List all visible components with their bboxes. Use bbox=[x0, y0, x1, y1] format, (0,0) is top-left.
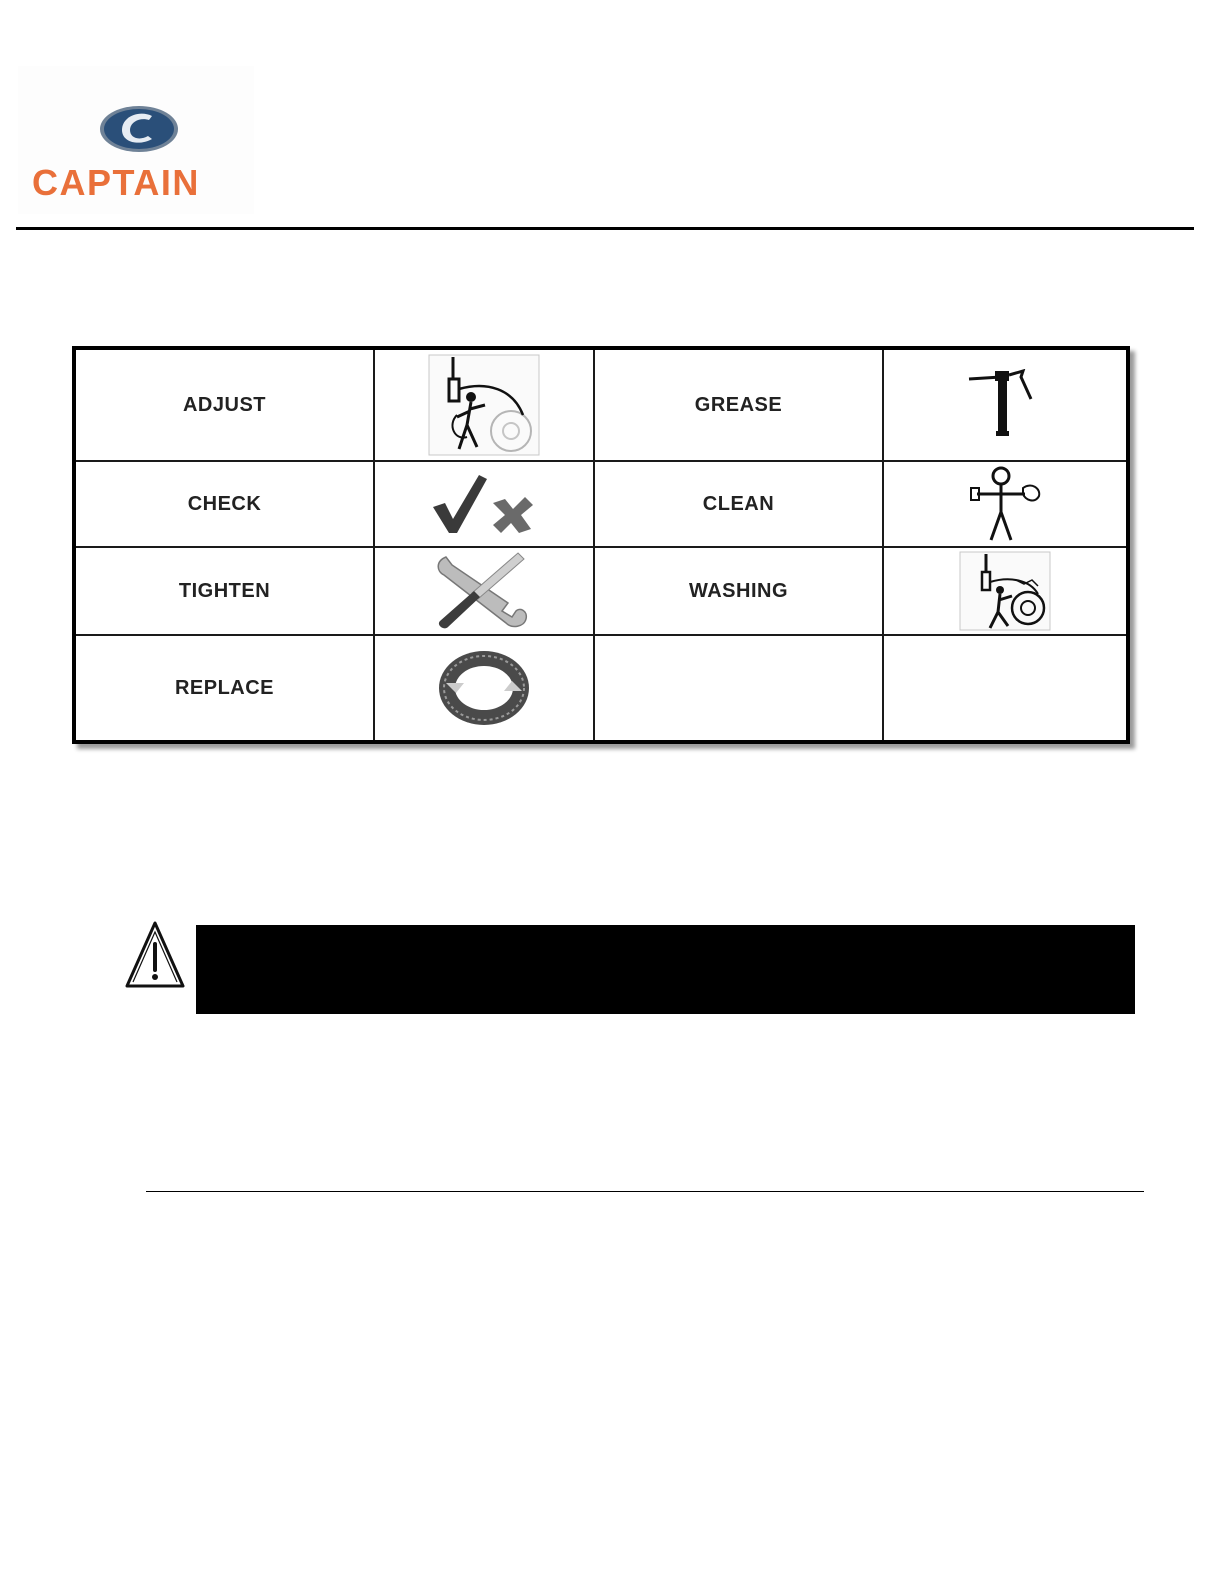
washing-icon bbox=[958, 550, 1052, 632]
clean-icon bbox=[963, 464, 1047, 544]
warning-banner bbox=[196, 925, 1135, 1014]
legend-row bbox=[76, 350, 1126, 461]
replace-icon bbox=[434, 647, 534, 729]
label-check: CHECK bbox=[187, 492, 262, 515]
maintenance-legend bbox=[72, 346, 1130, 744]
legend-icon-cell bbox=[883, 461, 1126, 547]
adjust-icon bbox=[427, 353, 541, 457]
legend-icon-cell bbox=[374, 635, 594, 740]
legend-icon-cell bbox=[883, 547, 1126, 635]
captain-emblem-icon bbox=[18, 66, 254, 166]
label-replace: REPLACE bbox=[174, 676, 275, 699]
legend-row bbox=[76, 547, 1126, 635]
legend-label-cell bbox=[76, 547, 374, 635]
legend-label-cell bbox=[594, 350, 883, 461]
wrench-screwdriver-icon bbox=[432, 551, 536, 631]
legend-icon-cell bbox=[374, 350, 594, 461]
header-rule bbox=[16, 227, 1194, 230]
legend-label-cell bbox=[594, 461, 883, 547]
check-cross-icon bbox=[429, 469, 539, 539]
legend-icon-cell bbox=[374, 461, 594, 547]
grease-gun-icon bbox=[965, 369, 1045, 441]
legend-table bbox=[76, 350, 1126, 740]
label-clean: CLEAN bbox=[702, 492, 775, 515]
brand-name: CAPTAIN bbox=[32, 162, 200, 203]
legend-empty-cell bbox=[594, 635, 883, 740]
warning-triangle-icon bbox=[124, 920, 186, 990]
label-adjust: ADJUST bbox=[182, 393, 266, 416]
legend-icon-cell bbox=[883, 350, 1126, 461]
legend-label-cell bbox=[76, 350, 374, 461]
footer-rule bbox=[146, 1191, 1144, 1192]
legend-row bbox=[76, 635, 1126, 740]
legend-row bbox=[76, 461, 1126, 547]
label-washing: WASHING bbox=[688, 579, 789, 602]
legend-label-cell bbox=[76, 635, 374, 740]
label-tighten: TIGHTEN bbox=[178, 579, 271, 602]
captain-logo bbox=[18, 66, 254, 214]
legend-label-cell bbox=[76, 461, 374, 547]
legend-label-cell bbox=[594, 547, 883, 635]
legend-icon-cell bbox=[374, 547, 594, 635]
label-grease: GREASE bbox=[694, 393, 783, 416]
legend-empty-cell bbox=[883, 635, 1126, 740]
